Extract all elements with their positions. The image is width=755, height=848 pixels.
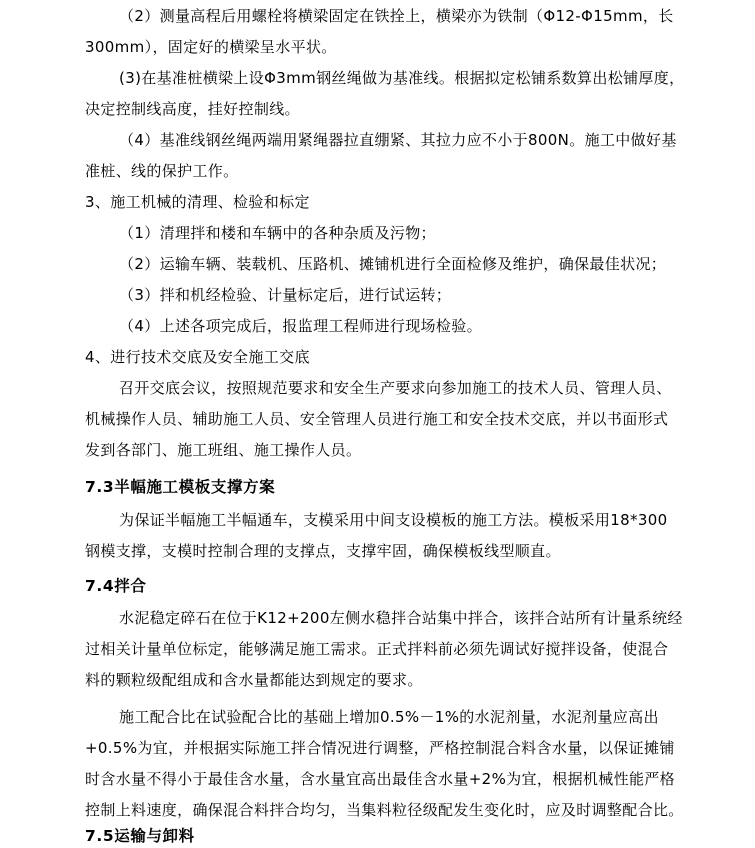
paragraph-line: 300mm），固定好的横梁呈水平状。	[85, 38, 337, 56]
paragraph-line: 控制上料速度，确保混合料拌合均匀，当集料粒径级配发生变化时，应及时调整配合比。	[85, 801, 684, 819]
paragraph-line: 施工配合比在试验配合比的基础上增加0.5%－1%的水泥剂量，水泥剂量应高出	[119, 708, 659, 726]
list-item: （3）拌和机经检验、计量标定后，进行试运转；	[119, 286, 452, 304]
chapter-heading: 7.4拌合	[85, 577, 147, 595]
paragraph-line: 为保证半幅施工半幅通车，支模采用中间支设模板的施工方法。模板采用18*300	[119, 511, 668, 529]
paragraph-line: （2）测量高程后用螺栓将横梁固定在铁拴上，横梁亦为铁制（Φ12-Φ15mm，长	[119, 7, 674, 25]
paragraph-line: 决定控制线高度，挂好控制线。	[85, 100, 300, 118]
paragraph-line: 过相关计量单位标定，能够满足施工需求。正式拌料前必须先调试好搅拌设备，使混合	[85, 640, 669, 658]
paragraph-line: 发到各部门、施工班组、施工操作人员。	[85, 441, 362, 459]
list-item: （1）清理拌和楼和车辆中的各种杂质及污物；	[119, 224, 436, 242]
paragraph-line: 机械操作人员、辅助施工人员、安全管理人员进行施工和安全技术交底，并以书面形式	[85, 410, 669, 428]
section-heading: 3、施工机械的清理、检验和标定	[85, 193, 310, 211]
paragraph-line: +0.5%为宜，并根据实际施工拌合情况进行调整，严格控制混合料含水量，以保证摊铺	[85, 739, 675, 757]
section-heading: 4、进行技术交底及安全施工交底	[85, 348, 310, 366]
paragraph-line: （4）基准线钢丝绳两端用紧绳器拉直绷紧、其拉力应不小于800N。施工中做好基	[119, 131, 677, 149]
chapter-heading: 7.3半幅施工模板支撑方案	[85, 478, 276, 496]
paragraph-line: 召开交底会议，按照规范要求和安全生产要求向参加施工的技术人员、管理人员、	[119, 379, 672, 397]
paragraph-line: (3)在基准桩横梁上设Φ3mm钢丝绳做为基准线。根据拟定松铺系数算出松铺厚度，	[119, 69, 685, 87]
list-item: （2）运输车辆、装载机、压路机、摊铺机进行全面检修及维护，确保最佳状况；	[119, 255, 667, 273]
paragraph-line: 时含水量不得小于最佳含水量，含水量宜高出最佳含水量+2%为宜，根据机械性能严格	[85, 770, 676, 788]
paragraph-line: 料的颗粒级配组成和含水量都能达到规定的要求。	[85, 671, 423, 689]
paragraph-line: 准桩、线的保护工作。	[85, 162, 239, 180]
paragraph-line: 水泥稳定碎石在位于K12+200左侧水稳拌合站集中拌合，该拌合站所有计量系统经	[119, 609, 683, 627]
list-item: （4）上述各项完成后，报监理工程师进行现场检验。	[119, 317, 482, 335]
paragraph-line: 钢模支撑，支模时控制合理的支撑点，支撑牢固，确保模板线型顺直。	[85, 542, 561, 560]
chapter-heading: 7.5运输与卸料	[85, 827, 195, 845]
